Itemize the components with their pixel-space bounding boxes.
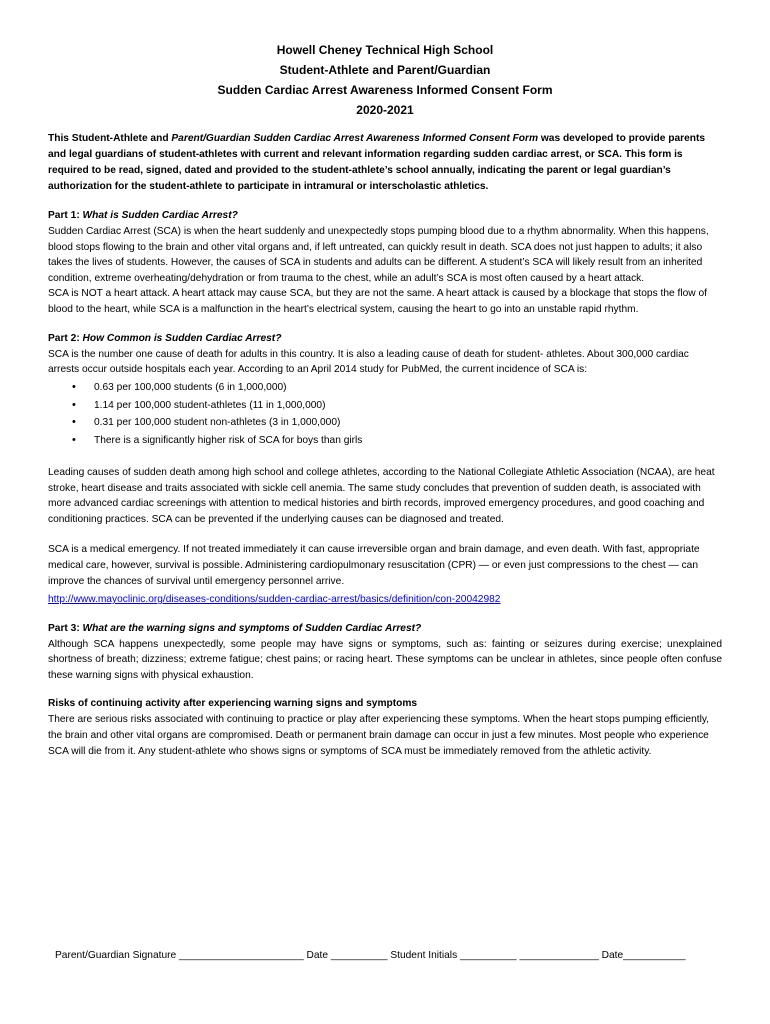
part2-paragraph-3: SCA is a medical emergency. If not treated immediately it can cause irreversible organ and brain damage, and even death. With fast, appropriate medical care, however, survival is possible. Administering cardiopulmonary resuscitation (CPR) — or even just compressions to the chest — can improve the chances of survival until emergency personnel arrive. [48, 544, 700, 587]
part2-question: How Common is Sudden Cardiac Arrest? [82, 332, 282, 344]
part1-question: What is Sudden Cardiac Arrest? [82, 210, 238, 221]
part1-paragraph-1: Sudden Cardiac Arrest (SCA) is when the heart suddenly and unexpectedly stops pumping blood due to a rhythm abnormality. When this happens, blood stops flowing to the brain and other vital organs and, if left untreated, can quickly result in death. SCA does not just happen to adults; it also takes the lives of students. However, the causes of SCA in students and adults can be different. A student’s SCA will likely result from an inherited condition, extreme overheating/dehydration or from trauma to the chest, while an adult’s SCA is most often caused by a heart attack. [48, 226, 709, 284]
intro-paragraph [48, 131, 722, 195]
list-item: • 0.31 per 100,000 student non-athletes (3 in 1,000,000) [48, 414, 722, 432]
list-item: • 0.63 per 100,000 students (6 in 1,000,000) [48, 379, 722, 397]
part2-heading [48, 331, 722, 347]
part3-heading [48, 621, 722, 637]
intro-rest: was developed to provide parents and legal guardians of student-athletes with current and relevant information regarding sudden cardiac arrest, or SCA. This form is required to be read, signed, dated and provided to the student-athlete’s school annually, indicating the parent or legal guardian’s authorization for the student-athlete to participate in intramural or interscholastic athletics. [48, 133, 706, 192]
form-title: Sudden Cardiac Arrest Awareness Informed Consent Form [217, 83, 553, 97]
audience-line: Student-Athlete and Parent/Guardian [279, 63, 491, 77]
part3-question: What are the warning signs and symptoms of Sudden Cardiac Arrest? [82, 622, 422, 634]
school-year: 2020-2021 [356, 103, 414, 117]
title-block [48, 40, 722, 120]
part1-heading [48, 208, 722, 224]
consent-form-page [48, 40, 722, 759]
part1-label: Part 1: [48, 210, 83, 221]
list-item: • 1.14 per 100,000 student-athletes (11 in 1,000,000) [48, 397, 722, 415]
part2-label: Part 2: [48, 332, 83, 344]
school-name: Howell Cheney Technical High School [276, 43, 494, 57]
risks-heading: Risks of continuing activity after experiencing warning signs and symptoms [48, 698, 418, 710]
incidence-list [48, 379, 722, 450]
part1-paragraph-2: SCA is NOT a heart attack. A heart attack may cause SCA, but they are not the same. A heart attack is caused by a blockage that stops the flow of blood to the heart, while SCA is a malfunction in the heart’s electrical system, causing the heart to go into an unstable rapid rhythm. [48, 288, 707, 315]
part2-paragraph-1: SCA is the number one cause of death for adults in this country. It is also a leading cause of death for student- athletes. About 300,000 cardiac arrests occur outside hospitals each year. According to an April 2014 study for PubMed, the current incidence of SCA is: [48, 348, 689, 376]
intro-lead: This Student-Athlete and [48, 133, 172, 144]
intro-form-name: Parent/Guardian Sudden Cardiac Arrest Awareness Informed Consent Form [171, 133, 539, 144]
part2-paragraph-2: Leading causes of sudden death among high school and college athletes, according to the National Collegiate Athletic Association (NCAA), are heat stroke, heart disease and traits associated with sickle cell anemia. The same study concludes that prevention of sudden death, is associated with more advanced cardiac screenings with attention to medical histories and birth records, improved emergency procedures, and good coaching and conditioning practices. SCA can be prevented if the underlying causes can be diagnosed and treated. [48, 466, 715, 525]
part3-label: Part 3: [48, 622, 83, 634]
list-item: • There is a significantly higher risk of SCA for boys than girls [48, 432, 722, 450]
risks-paragraph-1: There are serious risks associated with continuing to practice or play after experiencing these symptoms. When the heart stops pumping efficiently, the brain and other vital organs are compromised. Death or permanent brain damage can occur in just a few minutes. Most people who experience SCA will die from it. Any student-athlete who shows signs or symptoms of SCA must be immediately removed from the athletic activity. [48, 714, 710, 757]
signature-line[interactable]: Parent/Guardian Signature ______________________ Date __________ Student Initials __________ ______________ Date___________ [55, 950, 686, 961]
mayo-clinic-link[interactable]: http://www.mayoclinic.org/diseases-conditions/sudden-cardiac-arrest/basics/definition/con-20042982 [48, 594, 501, 606]
part3-paragraph-1: Although SCA happens unexpectedly, some people may have signs or symptoms, such as: fainting or seizures during exercise; unexplained shortness of breath; dizziness; extreme fatigue; chest pains; or racing heart. These symptoms can be unclear in athletes, since people often confuse these warning signs with physical exhaustion. [48, 638, 722, 681]
